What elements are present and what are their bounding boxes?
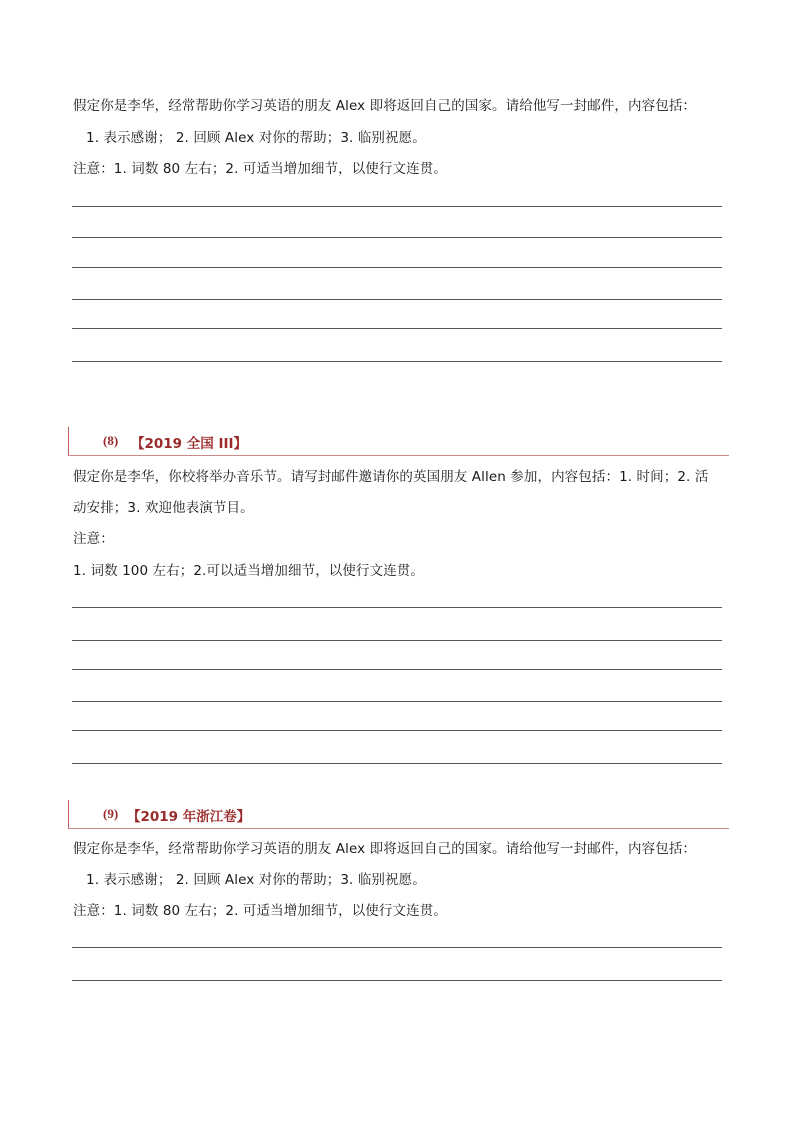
question-number: (8): [103, 433, 119, 448]
question-source: 【2019 全国 III】: [131, 436, 248, 452]
question-number: (9): [103, 806, 119, 821]
section-8-prompt-line-2: 动安排；3. 欢迎他表演节目。: [73, 500, 254, 516]
section-9-note: 注意：1. 词数 80 左右；2. 可适当增加细节，以使行文连贯。: [73, 903, 447, 919]
section-7-note: 注意：1. 词数 80 左右；2. 可适当增加细节，以使行文连贯。: [73, 161, 447, 177]
answer-line[interactable]: [72, 669, 722, 670]
section-7-prompt: 假定你是李华，经常帮助你学习英语的朋友 Alex 即将返回自己的国家。请给他写一封邮件，内容包括：: [73, 98, 697, 114]
answer-line[interactable]: [72, 640, 722, 641]
section-9-prompt: 假定你是李华，经常帮助你学习英语的朋友 Alex 即将返回自己的国家。请给他写一封邮件，内容包括：: [73, 841, 697, 857]
section-8-prompt-line-1: 假定你是李华，你校将举办音乐节。请写封邮件邀请你的英国朋友 Allen 参加，内容包括：1. 时间；2. 活: [73, 469, 709, 485]
answer-line[interactable]: [72, 361, 722, 362]
answer-line[interactable]: [72, 607, 722, 608]
answer-line[interactable]: [72, 701, 722, 702]
answer-line[interactable]: [72, 267, 722, 268]
section-7-points: 1. 表示感谢； 2. 回顾 Alex 对你的帮助；3. 临别祝愿。: [86, 130, 426, 146]
section-8-note: 1. 词数 100 左右；2.可以适当增加细节，以使行文连贯。: [73, 563, 425, 579]
answer-line[interactable]: [72, 947, 722, 948]
section-9-points: 1. 表示感谢； 2. 回顾 Alex 对你的帮助；3. 临别祝愿。: [86, 872, 426, 888]
answer-line[interactable]: [72, 730, 722, 731]
answer-line[interactable]: [72, 328, 722, 329]
answer-line[interactable]: [72, 763, 722, 764]
section-9-heading: [68, 800, 729, 829]
section-8-note-label: 注意：: [73, 531, 114, 547]
answer-line[interactable]: [72, 237, 722, 238]
question-source: 【2019 年浙江卷】: [127, 809, 251, 825]
answer-line[interactable]: [72, 206, 722, 207]
section-8-heading: [68, 427, 729, 456]
answer-line[interactable]: [72, 299, 722, 300]
answer-line[interactable]: [72, 980, 722, 981]
